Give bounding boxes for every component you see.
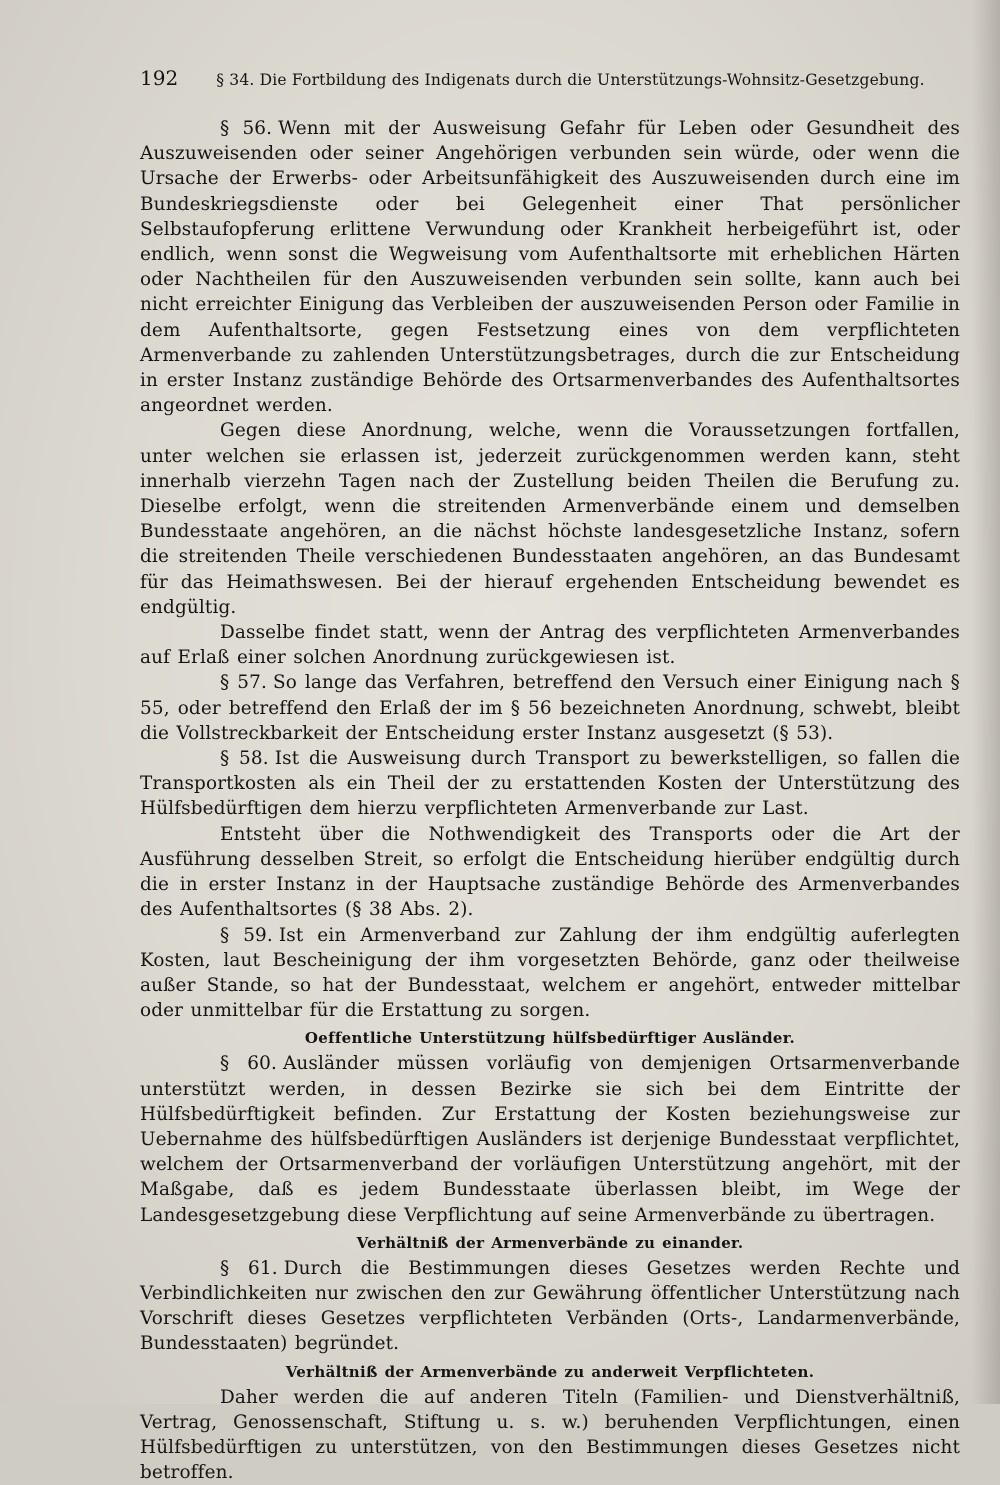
paragraph-section-59 bbox=[140, 923, 960, 1024]
paragraph-section-61 bbox=[140, 1256, 960, 1357]
section-number: § 61. bbox=[220, 1257, 278, 1279]
paragraph-other-obligations bbox=[140, 1385, 960, 1485]
paragraph-section-56 bbox=[140, 116, 960, 418]
paragraph-appeal bbox=[140, 418, 960, 620]
page-edge-shadow bbox=[972, 0, 1000, 1404]
paragraph-section-60 bbox=[140, 1051, 960, 1227]
section-heading-foreigners: Oeffentliche Unterstützung hülfsbedürftiger Ausländer. bbox=[304, 1029, 796, 1048]
paragraph-text: Daher werden die auf anderen Titeln (Familien- und Dienstverhältniß, Vertrag, Genossenschaft, Stiftung u. s. w.) beruhenden Verpflichtungen, einen Hülfsbedürftigen zu unterstützen, von den Bestimmungen dieses Gesetzes nicht betroffen. bbox=[140, 1386, 960, 1484]
document-body bbox=[140, 116, 960, 1485]
paragraph-section-57 bbox=[140, 670, 960, 746]
paragraph-text: Dasselbe findet statt, wenn der Antrag des verpflichteten Armenverbandes auf Erlaß einer solchen Anordnung zurückgewiesen ist. bbox=[140, 622, 960, 669]
paragraph-text: Wenn mit der Ausweisung Gefahr für Leben oder Gesundheit des Auszuweisenden oder seiner Angehörigen verbunden sein würde, oder wenn die Ursache der Erwerbs- oder Arbeitsunfähigkeit des Auszuweisenden durch eine im Bundeskriegsdienste oder bei Gelegenheit einer That persönlicher Selbstaufopferung erlittene Verwundung oder Krankheit herbeigeführt ist, oder endlich, wenn sonst die Wegweisung vom Aufenthaltsorte mit erheblichen Härten oder Nachtheilen für den Auszuweisenden verbunden sein sollte, kann auch bei nicht erreichter Einigung das Verbleiben der auszuweisenden Person oder Familie in dem Aufenthaltsorte, gegen Festsetzung eines von dem verpflichteten Armenverbande zu zahlenden Unterstützungsbetrages, durch die zur Entscheidung in erster Instanz zuständige Behörde des Ortsarmenverbandes des Aufenthaltsortes angeordnet werden. bbox=[140, 118, 960, 417]
section-number: § 59. bbox=[220, 924, 273, 946]
running-title: § 34. Die Fortbildung des Indigenats durch die Unterstützungs-Wohnsitz-Gesetzgebung. bbox=[216, 71, 925, 89]
paragraph-section-58 bbox=[140, 746, 960, 822]
paragraph-text: Durch die Bestimmungen dieses Gesetzes werden Rechte und Verbindlichkeiten nur zwischen den zur Gewährung öffentlicher Unterstützung nach Vorschrift dieses Gesetzes verpflichteten Verbänden (Orts-, Landarmenverbände, Bundesstaaten) begründet. bbox=[140, 1257, 960, 1355]
paragraph-text: Ausländer müssen vorläufig von demjenigen Ortsarmenverbande unterstützt werden, in dessen Bezirke sie sich bei dem Eintritte der Hülfsbedürftigkeit befinden. Zur Erstattung der Kosten beziehungsweise zur Uebernahme des hülfsbedürftigen Ausländers ist derjenige Bundesstaat verpflichtet, welchem der Ortsarmenverband der vorläufigen Unterstützung angehört, mit der Maßgabe, daß es jedem Bundesstaate überlassen bleibt, im Wege der Landesgesetzgebung diese Verpflichtung auf seine Armenverbände zu übertragen. bbox=[140, 1053, 960, 1226]
paragraph-transport-dispute bbox=[140, 822, 960, 923]
paragraph-text: Ist die Ausweisung durch Transport zu bewerkstelligen, so fallen die Transportkosten als ein Theil der zu erstattenden Kosten der Unterstützung des Hülfsbedürftigen dem hierzu verpflichteten Armenverbande zur Last. bbox=[140, 748, 960, 820]
paragraph-text: Entsteht über die Nothwendigkeit des Transports oder die Art der Ausführung desselben Streit, so erfolgt die Entscheidung hierüber endgültig durch die in erster Instanz in der Hauptsache zuständige Behörde des Armenverbandes des Aufenthaltsortes (§ 38 Abs. 2). bbox=[140, 823, 960, 921]
section-number: § 56. bbox=[220, 118, 273, 139]
paragraph-text: So lange das Verfahren, betreffend den Versuch einer Einigung nach § 55, oder betreffend den Erlaß der im § 56 bezeichneten Anordnung, schwebt, bleibt die Vollstreckbarkeit der Entscheidung erster Instanz ausgesetzt (§ 53). bbox=[140, 672, 960, 744]
paragraph-text: Ist ein Armenverband zur Zahlung der ihm endgültig auferlegten Kosten, laut Bescheinigung der ihm vorgesetzten Behörde, ganz oder theilweise außer Stande, so hat der Bundesstaat, welchem er angehört, entweder mittelbar oder unmittelbar für die Erstattung zu sorgen. bbox=[140, 924, 960, 1022]
section-heading-other-obligations: Verhältniß der Armenverbände zu anderweit Verpflichteten. bbox=[285, 1362, 815, 1381]
page-header bbox=[140, 66, 925, 90]
section-heading-relations: Verhältniß der Armenverbände zu einander. bbox=[356, 1233, 744, 1252]
paragraph-text: Gegen diese Anordnung, welche, wenn die Voraussetzungen fortfallen, unter welchen sie erlassen ist, jederzeit zurückgenommen werden kann, steht innerhalb vierzehn Tagen nach der Zustellung beiden Theilen die Berufung zu. Dieselbe erfolgt, wenn die streitenden Armenverbände einem und demselben Bundesstaate angehören, an die nächst höchste landesgesetzliche Instanz, sofern die streitenden Theile verschiedenen Bundesstaaten angehören, an das Bundesamt für das Heimathswesen. Bei der hierauf ergehenden Entscheidung bewendet es endgültig. bbox=[140, 420, 960, 618]
section-number: § 57. bbox=[220, 672, 267, 694]
paragraph-rejection bbox=[140, 620, 960, 670]
page-number: 192 bbox=[140, 66, 179, 90]
section-number: § 58. bbox=[220, 748, 269, 770]
section-number: § 60. bbox=[220, 1053, 277, 1075]
